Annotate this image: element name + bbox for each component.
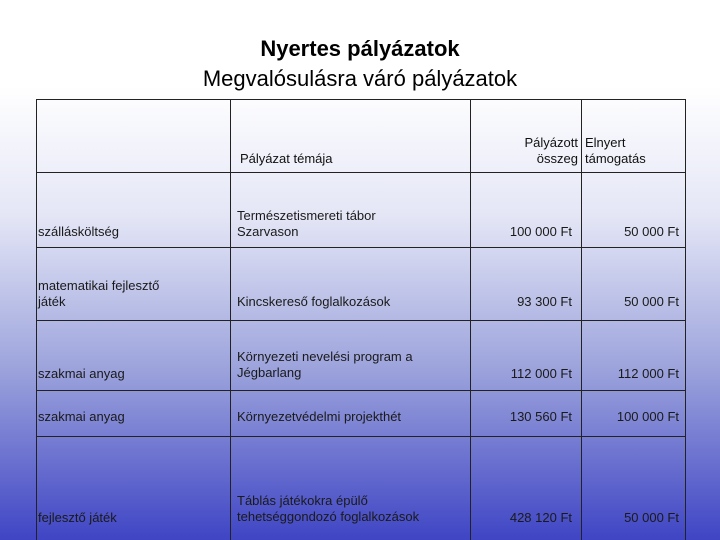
row-topic: Környezeti nevelési program a Jégbarlang — [237, 349, 413, 380]
page-subtitle: Megvalósulásra váró pályázatok — [202, 66, 518, 91]
row-topic: Táblás játékokra épülő tehetséggondozó foglalkozások — [237, 493, 420, 524]
row-awarded: 100 000 Ft — [616, 409, 679, 424]
row-divider — [36, 436, 686, 437]
page-title: Nyertes pályázatok — [260, 36, 460, 61]
column-divider — [230, 99, 231, 540]
row-topic: Környezetvédelmi projekthét — [237, 409, 402, 424]
row-cost-type: fejlesztő játék — [38, 510, 117, 525]
row-cost-type: szakmai anyag — [38, 409, 125, 424]
column-divider — [581, 99, 582, 540]
row-topic: Természetismereti tábor Szarvason — [237, 208, 376, 239]
row-requested: 100 000 Ft — [509, 224, 572, 239]
header-topic: Pályázat témája — [240, 151, 333, 166]
row-awarded: 50 000 Ft — [624, 294, 679, 309]
row-requested: 428 120 Ft — [509, 510, 572, 525]
row-cost-type: matematikai fejlesztő játék — [38, 278, 160, 309]
header-divider — [36, 172, 686, 173]
header-awarded: Elnyert támogatás — [585, 135, 646, 166]
row-requested: 93 300 Ft — [517, 294, 572, 309]
column-divider — [470, 99, 471, 540]
row-topic: Kincskereső foglalkozások — [237, 294, 391, 309]
header-requested: Pályázott összeg — [524, 135, 578, 166]
row-cost-type: szakmai anyag — [38, 366, 125, 381]
row-awarded: 50 000 Ft — [624, 224, 679, 239]
row-divider — [36, 247, 686, 248]
row-divider — [36, 390, 686, 391]
row-divider — [36, 320, 686, 321]
row-cost-type: szállásköltség — [38, 224, 119, 239]
row-awarded: 50 000 Ft — [624, 510, 679, 525]
row-requested: 112 000 Ft — [510, 366, 572, 381]
row-requested: 130 560 Ft — [509, 409, 572, 424]
row-awarded: 112 000 Ft — [617, 366, 679, 381]
